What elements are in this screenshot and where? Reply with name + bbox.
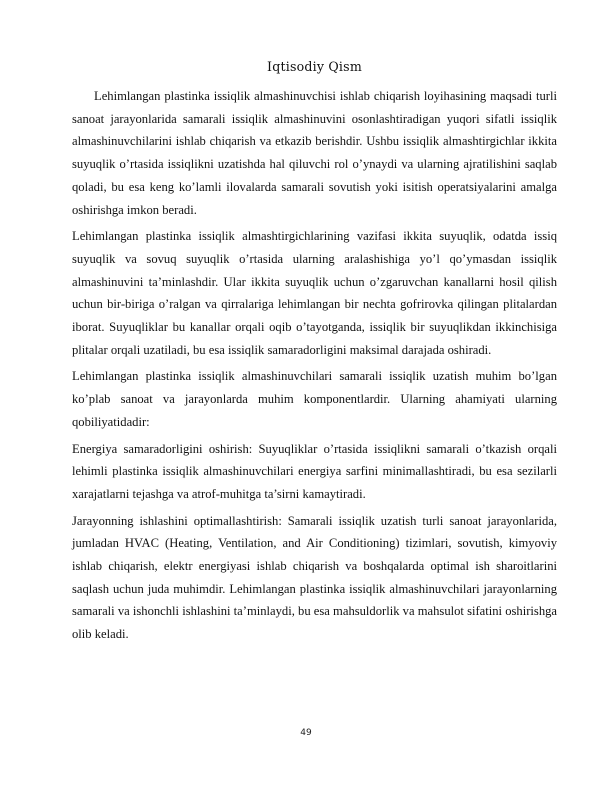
paragraph-intro: Lehimlangan plastinka issiqlik almashinuvchisi ishlab chiqarish loyihasining maqsadi turli sanoat jarayonlarida samarali issiqlik almashinuvini osonlashtiradigan yuqori sifatli issiqlik almashinuvchilarini ishlab chiqarish va etkazib berishdir. Ushbu issiqlik almashtirgichlar ikkita suyuqlik o’rtasida issiqlikni uzatishda hal qiluvchi rol o’ynaydi va ularning ajratilishini saqlab qoladi, bu esa keng ko’lamli ilovalarda samarali sovutish yoki isitish operatsiyalarini amalga oshirishga imkon beradi. [72,89,557,217]
paragraph-function: Lehimlangan plastinka issiqlik almashtirgichlarining vazifasi ikkita suyuqlik, odatda issiq suyuqlik va sovuq suyuqlik o’rtasida ularning aralashishiga yo’l qo’ymasdan issiqlik almashinuvini ta’minlashdir. Ular ikkita suyuqlik uchun o’zgaruvchan kanallarni hosil qilish uchun bir-biriga o’ralgan va qirralariga lehimlangan bir nechta gofrirovka qilingan plitalardan iborat. Suyuqliklar bu kanallar orqali oqib o’tayotganda, issiqlik bir suyuqlikdan ikkinchisiga plitalar orqali uzatiladi, bu esa issiqlik samaradorligini maksimal darajada oshiradi. [72,229,557,357]
paragraph-importance: Lehimlangan plastinka issiqlik almashinuvchilari samarali issiqlik uzatish muhim bo’lgan ko’plab sanoat va jarayonlarda muhim komponentlardir. Ularning ahamiyati ularning qobiliyatidadir: [72,369,557,429]
paragraph-energy-efficiency: Energiya samaradorligini oshirish: Suyuqliklar o’rtasida issiqlikni samarali o’tkazish orqali lehimli plastinka issiqlik almashinuvchilari energiya sarfini minimallashtiradi, bu esa sezilarli xarajatlarni tejashga va atrof-muhitga ta’sirni kamaytiradi. [72,441,557,501]
section-title: Iqtisodiy Qism [267,59,362,74]
document-page [72,58,557,650]
paragraph-process-optimization: Jarayonning ishlashini optimallashtirish: Samarali issiqlik uzatish turli sanoat jarayonlarida, jumladan HVAC (Heating, Ventilation, and Air Conditioning) tizimlari, sovutish, kimyoviy ishlab chiqarish, elektr energiyasi ishlab chiqarish va boshqalarda optimal ish sharoitlarini saqlash uchun juda muhimdir. Lehimlangan plastinka issiqlik almashinuvchilari jarayonlarning samarali va ishonchli ishlashini ta’minlaydi, bu esa mahsuldorlik va mahsulot sifatini oshirishga olib keladi. [72,513,557,642]
page-number: 49 [300,728,312,738]
